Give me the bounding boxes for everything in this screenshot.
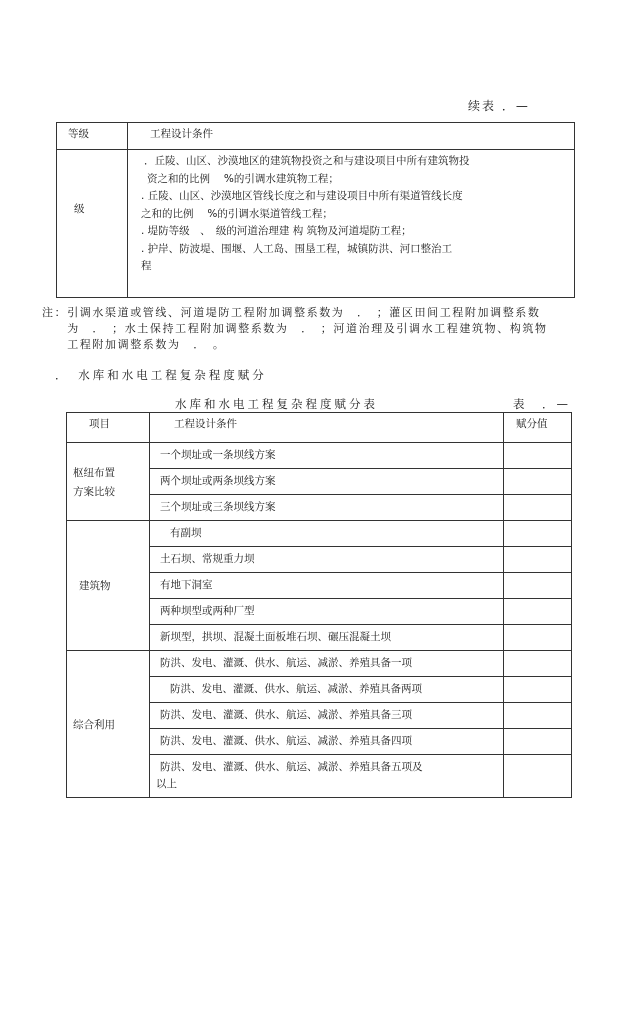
condition-cell: 新坝型，拱坝、混凝土面板堆石坝、碾压混凝土坝: [150, 625, 504, 651]
header-item: 项目: [67, 413, 150, 443]
score-cell[interactable]: [504, 755, 572, 798]
score-cell[interactable]: [504, 729, 572, 755]
score-cell[interactable]: [504, 469, 572, 495]
condition-cell: 防洪、发电、灌溉、供水、航运、减淤、养殖具备两项: [150, 677, 504, 703]
condition-cell: 防洪、发电、灌溉、供水、航运、减淤、养殖具备一项: [150, 651, 504, 677]
continued-table-label: 续表 ．—: [468, 99, 530, 113]
conditions-line: 之和的比例 %的引调水渠道管线工程；: [141, 207, 333, 220]
note-line: 为 ． ；水土保持工程附加调整系数为 ． ；河道治理及引调水工程建筑物、构筑物: [42, 322, 548, 335]
category-multi-use: [67, 651, 150, 798]
note-line: 工程附加调整系数为 ． 。: [42, 338, 226, 351]
table-header-row: [67, 413, 572, 443]
score-cell[interactable]: [504, 599, 572, 625]
score-cell[interactable]: [504, 495, 572, 521]
table-row: [67, 521, 572, 547]
condition-cell: [150, 755, 504, 798]
condition-cell: 有副坝: [150, 521, 504, 547]
grade-value: 级: [74, 203, 85, 215]
conditions-line: . 丘陵、山区、沙漠地区管线长度之和与建设项目中所有渠道管线长度: [141, 190, 463, 202]
category-buildings: [67, 521, 150, 651]
conditions-line: ．丘陵、山区、沙漠地区的建筑物投资之和与建设项目中所有建筑物投: [144, 155, 470, 167]
condition-cell: 土石坝、常规重力坝: [150, 547, 504, 573]
condition-line: 以上: [156, 778, 177, 790]
note-line: 注：引调水渠道或管线、河道堤防工程附加调整系数为 ． ；灌区田间工程附加调整系数: [42, 306, 541, 319]
grade-conditions-table: [56, 122, 575, 298]
score-cell[interactable]: [504, 521, 572, 547]
conditions-text: [141, 153, 470, 276]
category-label: 枢纽布置: [73, 466, 115, 479]
section-heading: ． 水库和水电工程复杂程度赋分: [55, 368, 267, 382]
score-cell[interactable]: [504, 443, 572, 469]
conditions-line: 程: [141, 260, 152, 272]
condition-cell: 两种坝型或两种厂型: [150, 599, 504, 625]
conditions-line: . 堤防等级 、 级的河道治理建 构 筑物及河道堤防工程；: [141, 225, 412, 237]
table-row: [67, 651, 572, 677]
category-label: 综合利用: [73, 718, 115, 731]
condition-line: 防洪、发电、灌溉、供水、航运、减淤、养殖具备五项及: [160, 761, 423, 773]
condition-cell: 防洪、发电、灌溉、供水、航运、减淤、养殖具备三项: [150, 703, 504, 729]
table-title: 水库和水电工程复杂程度赋分表: [175, 397, 378, 411]
score-cell[interactable]: [504, 547, 572, 573]
complexity-score-table: [66, 412, 572, 798]
condition-cell: 防洪、发电、灌溉、供水、航运、减淤、养殖具备四项: [150, 729, 504, 755]
header-grade: 等级: [68, 128, 89, 140]
condition-cell: 两个坝址或两条坝线方案: [150, 469, 504, 495]
table-number-label: 表 ．—: [513, 397, 571, 411]
category-label: 建筑物: [79, 580, 111, 592]
table-divider: [127, 123, 128, 297]
conditions-line: . 护岸、防波堤、围堰、人工岛、围垦工程，城镇防洪、河口整治工: [141, 242, 453, 255]
condition-cell: 一个坝址或一条坝线方案: [150, 443, 504, 469]
category-label: 方案比较: [73, 485, 115, 498]
category-hub-layout: [67, 443, 150, 521]
header-conditions: 工程设计条件: [150, 413, 504, 443]
score-cell[interactable]: [504, 625, 572, 651]
header-score: 赋分值: [504, 413, 572, 443]
score-cell[interactable]: [504, 703, 572, 729]
score-cell[interactable]: [504, 677, 572, 703]
condition-cell: 有地下洞室: [150, 573, 504, 599]
score-cell[interactable]: [504, 573, 572, 599]
table-divider: [57, 149, 574, 150]
conditions-line: 资之和的比例 %的引调水建筑物工程；: [147, 172, 339, 185]
header-conditions: 工程设计条件: [150, 128, 213, 140]
condition-cell: 三个坝址或三条坝线方案: [150, 495, 504, 521]
table-row: [67, 443, 572, 469]
score-cell[interactable]: [504, 651, 572, 677]
adjustment-note: [42, 305, 548, 353]
